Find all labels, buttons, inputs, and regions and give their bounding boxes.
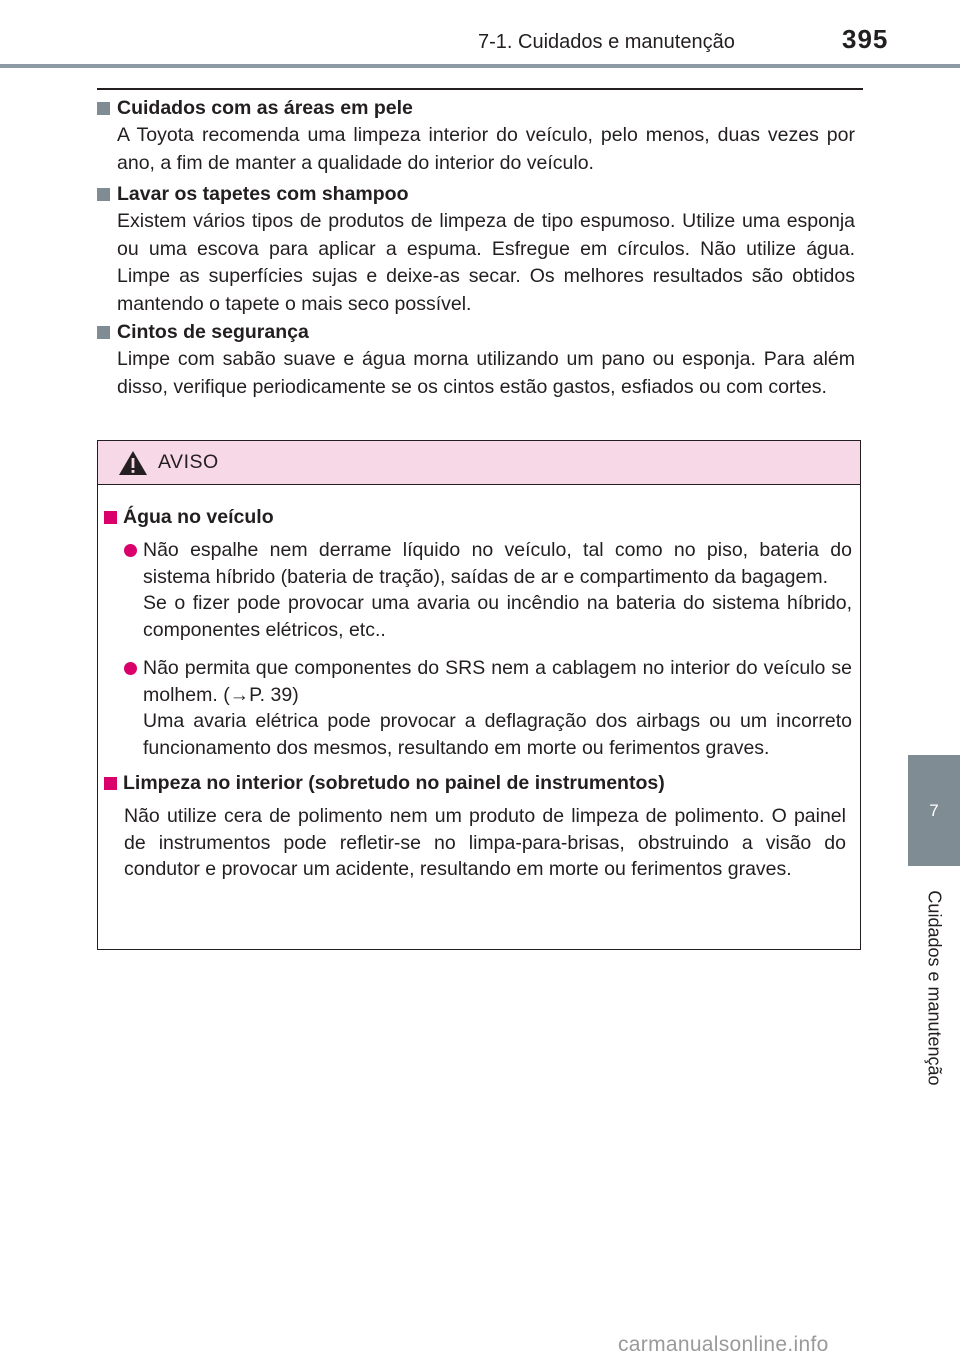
- warning-box: [97, 440, 861, 950]
- warning-title: AVISO: [158, 451, 219, 473]
- page-number: 395: [842, 24, 889, 54]
- warning-subheading: Água no veículo: [123, 506, 274, 528]
- section-paragraph: Limpe com sabão suave e água morna utilizando um pano ou esponja. Para além disso, verifique periodicamente se os cintos estão gastos, esfiados ou com cortes.: [117, 348, 855, 398]
- watermark: carmanualsonline.info: [618, 1333, 829, 1356]
- chapter-tab: [908, 755, 960, 866]
- section-heading: Lavar os tapetes com shampoo: [117, 183, 409, 205]
- section-heading: Cintos de segurança: [117, 321, 309, 343]
- chapter-side-label: Cuidados e manutenção: [924, 890, 945, 1086]
- square-bullet-icon: [104, 777, 117, 790]
- header-rule: [0, 64, 960, 68]
- section-paragraph: Existem vários tipos de produtos de limpeza de tipo espumoso. Utilize uma esponja ou uma escova para aplicar a espuma. Esfregue em círculos. Não utilize água. Limpe as superfícies sujas e deixe-as secar. Os melhores resultados são obtidos mantendo o tapete o mais seco possível.: [117, 210, 855, 315]
- header-section-title: 7-1. Cuidados e manutenção: [478, 31, 735, 53]
- bullet-text: Não permita que componentes do SRS nem a cablagem no interior do veículo se molhem. (→P. 39): [143, 657, 852, 706]
- square-bullet-icon: [97, 102, 110, 115]
- section-seat-belts: [97, 318, 857, 401]
- section-paragraph: A Toyota recomenda uma limpeza interior do veículo, pelo menos, duas vezes por ano, a fim de manter a qualidade do interior do veículo.: [117, 124, 855, 174]
- bullet-text: Uma avaria elétrica pode provocar a deflagração dos airbags ou um incorreto funcionamento dos mesmos, resultando em morte ou ferimentos graves.: [143, 710, 852, 759]
- warning-header: [98, 441, 860, 485]
- circle-bullet-icon: [124, 544, 137, 557]
- section-heading: Cuidados com as áreas em pele: [117, 97, 413, 119]
- warning-paragraph: Não utilize cera de polimento nem um produto de limpeza de polimento. O painel de instrumentos pode refletir-se no limpa-para-brisas, obstruindo a visão do condutor e provocar um acidente, resultando em morte ou ferimentos graves.: [124, 805, 846, 880]
- bullet-text: Não espalhe nem derrame líquido no veículo, tal como no piso, bateria do sistema híbrido (bateria de tração), saídas de ar e compartimento da bagagem.: [143, 539, 852, 588]
- warning-bullet: [104, 537, 852, 643]
- chapter-number: 7: [929, 800, 939, 820]
- content-top-rule: [97, 88, 863, 90]
- warning-bullet: [104, 655, 852, 761]
- warning-subheading: Limpeza no interior (sobretudo no painel de instrumentos): [123, 772, 665, 794]
- section-carpet-shampoo: [97, 180, 857, 318]
- square-bullet-icon: [97, 188, 110, 201]
- warning-triangle-icon: [118, 450, 148, 476]
- square-bullet-icon: [104, 511, 117, 524]
- square-bullet-icon: [97, 326, 110, 339]
- warning-body: [98, 485, 860, 883]
- section-leather-care: [97, 94, 857, 177]
- circle-bullet-icon: [124, 662, 137, 675]
- bullet-text: Se o fizer pode provocar uma avaria ou incêndio na bateria do sistema híbrido, componentes elétricos, etc..: [143, 592, 852, 641]
